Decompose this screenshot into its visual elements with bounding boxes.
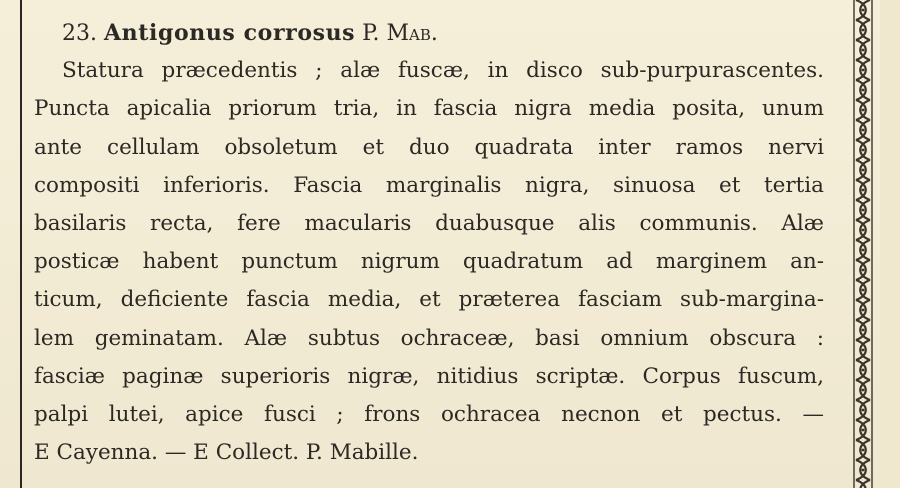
text-line-4: compositi inferioris. Fascia marginalis nigra, sinuosa et tertia [34, 172, 824, 198]
species-name: Antigonus corrosus [104, 20, 356, 46]
text-line-1: Statura præcedentis ; alæ fuscæ, in disco sub-purpurascentes. [62, 58, 824, 84]
text-line-10: palpi lutei, apice fusci ; frons ochracea necnon et pectus. — [34, 401, 824, 427]
text-line-8: lem geminatam. Alæ subtus ochraceæ, basi omnium obscura : [34, 325, 824, 351]
left-margin-rule [20, 0, 22, 488]
text-line-6: posticæ habent punctum nigrum quadratum ad marginem an- [34, 249, 824, 275]
right-page-margin [880, 0, 900, 488]
entry-number: 23. [62, 21, 97, 46]
entry-heading [34, 14, 824, 52]
text-line-9: fasciæ paginæ superioris nigræ, nitidius scriptæ. Corpus fuscum, [34, 363, 824, 389]
species-author: P. Mab. [362, 21, 438, 46]
previous-line-bleed [40, 0, 860, 4]
text-line-3: ante cellulam obsoletum et duo quadrata inter ramos nervi [34, 134, 824, 160]
species-entry [34, 14, 824, 472]
text-line-11: E Cayenna. — E Collect. P. Mabille. [34, 440, 419, 466]
text-line-5: basilaris recta, fere macularis duabusque alis communis. Alæ [34, 210, 824, 236]
text-line-2: Puncta apicalia priorum tria, in fascia nigra media posita, unum [34, 96, 824, 122]
ornamental-border [849, 0, 877, 488]
text-line-7: ticum, deficiente fascia media, et præterea fasciam sub-margina- [34, 287, 824, 313]
